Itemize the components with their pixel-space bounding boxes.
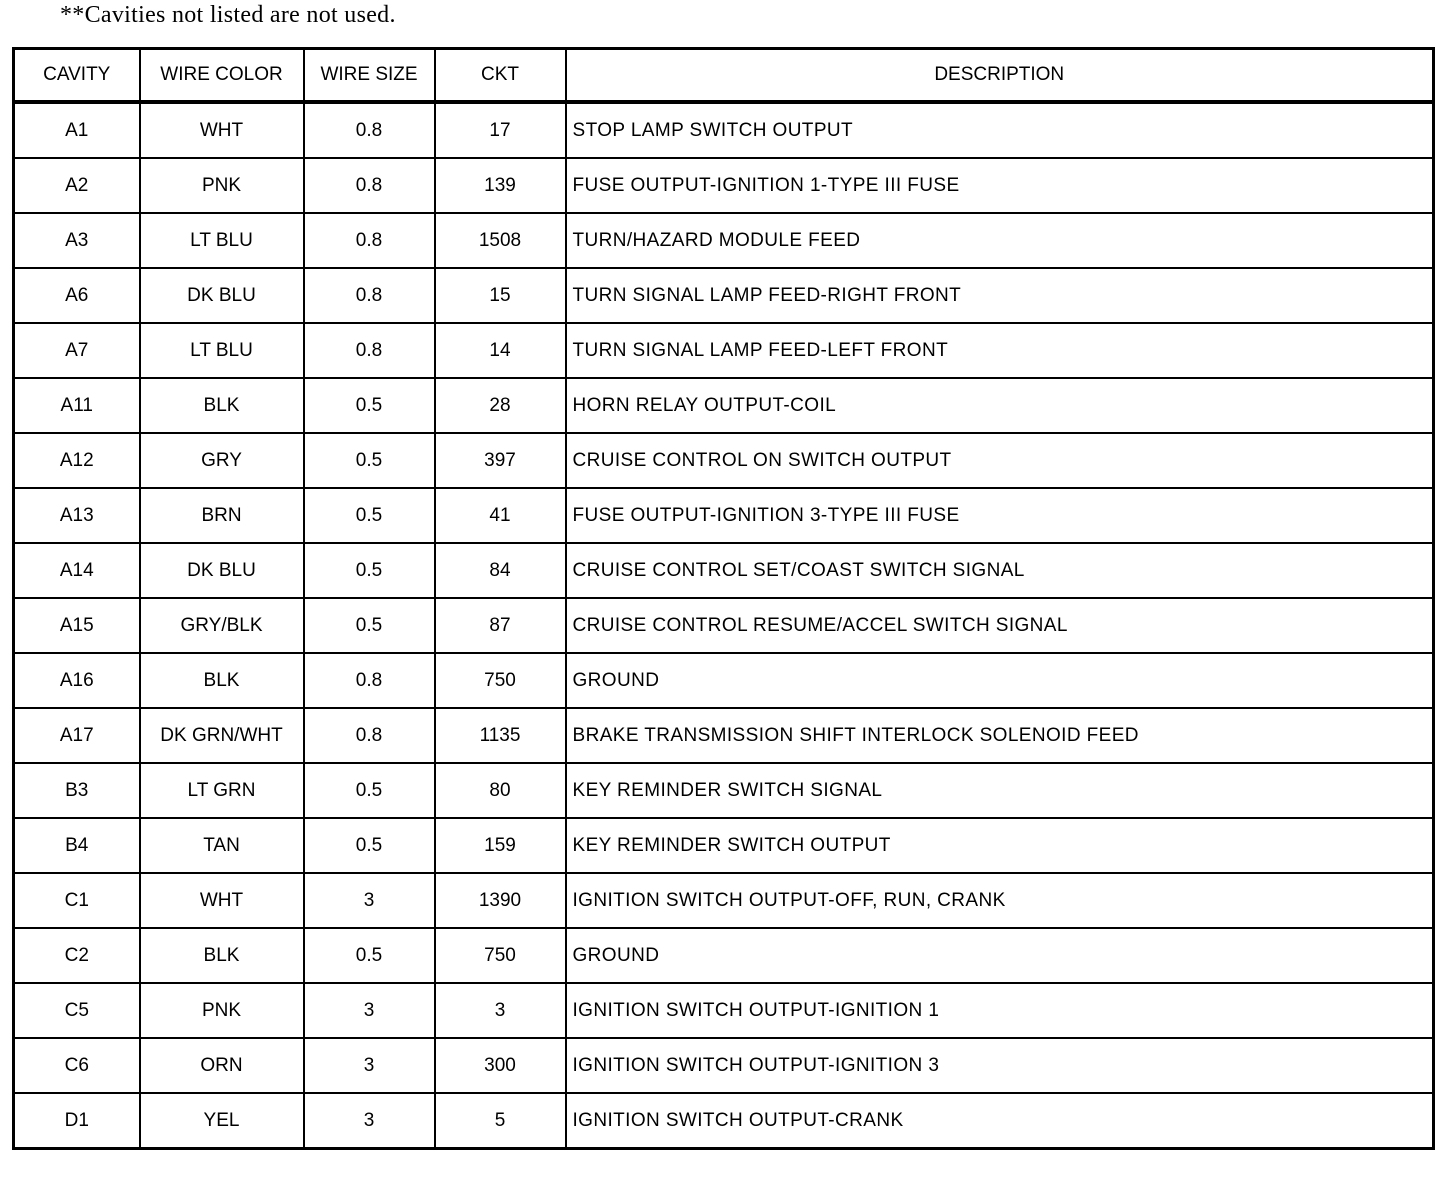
cell-cavity: A14	[14, 543, 140, 598]
cell-wire-color: ORN	[140, 1038, 304, 1093]
cell-ckt: 5	[435, 1093, 566, 1149]
cell-ckt: 397	[435, 433, 566, 488]
cell-wire-size: 0.5	[304, 488, 435, 543]
cell-wire-color: WHT	[140, 873, 304, 928]
cell-wire-size: 0.8	[304, 158, 435, 213]
cell-ckt: 750	[435, 928, 566, 983]
cell-wire-color: BLK	[140, 928, 304, 983]
table-body	[14, 102, 1434, 1149]
cell-wire-size: 0.8	[304, 102, 435, 158]
cell-description: HORN RELAY OUTPUT-COIL	[566, 378, 1434, 433]
cell-wire-color: GRY/BLK	[140, 598, 304, 653]
cell-cavity: D1	[14, 1093, 140, 1149]
cell-cavity: A2	[14, 158, 140, 213]
table-header-row	[14, 49, 1434, 103]
table-row	[14, 763, 1434, 818]
header-wire-color: WIRE COLOR	[140, 49, 304, 103]
cell-cavity: A15	[14, 598, 140, 653]
table-row	[14, 433, 1434, 488]
cell-ckt: 80	[435, 763, 566, 818]
cell-description: TURN SIGNAL LAMP FEED-LEFT FRONT	[566, 323, 1434, 378]
cell-wire-color: GRY	[140, 433, 304, 488]
cell-wire-color: YEL	[140, 1093, 304, 1149]
cell-cavity: A7	[14, 323, 140, 378]
cell-cavity: A6	[14, 268, 140, 323]
cell-wire-size: 0.8	[304, 213, 435, 268]
cell-wire-size: 0.8	[304, 708, 435, 763]
cell-wire-color: LT GRN	[140, 763, 304, 818]
table-row	[14, 323, 1434, 378]
cell-ckt: 41	[435, 488, 566, 543]
table-row	[14, 928, 1434, 983]
table-row	[14, 873, 1434, 928]
table-row	[14, 1093, 1434, 1149]
cell-description: GROUND	[566, 928, 1434, 983]
cell-description: IGNITION SWITCH OUTPUT-IGNITION 3	[566, 1038, 1434, 1093]
table-row	[14, 598, 1434, 653]
cell-description: BRAKE TRANSMISSION SHIFT INTERLOCK SOLENOID FEED	[566, 708, 1434, 763]
cell-description: TURN/HAZARD MODULE FEED	[566, 213, 1434, 268]
cell-wire-size: 3	[304, 1038, 435, 1093]
cell-description: CRUISE CONTROL SET/COAST SWITCH SIGNAL	[566, 543, 1434, 598]
cell-cavity: C2	[14, 928, 140, 983]
cell-ckt: 15	[435, 268, 566, 323]
cell-wire-size: 0.8	[304, 653, 435, 708]
cell-cavity: A1	[14, 102, 140, 158]
header-wire-size: WIRE SIZE	[304, 49, 435, 103]
cell-ckt: 300	[435, 1038, 566, 1093]
cell-cavity: A17	[14, 708, 140, 763]
table-row	[14, 653, 1434, 708]
table-row	[14, 983, 1434, 1038]
connector-pinout-table	[12, 47, 1435, 1150]
cell-ckt: 1135	[435, 708, 566, 763]
cell-cavity: A11	[14, 378, 140, 433]
cell-ckt: 3	[435, 983, 566, 1038]
table-row	[14, 158, 1434, 213]
cell-cavity: C5	[14, 983, 140, 1038]
cell-wire-size: 3	[304, 1093, 435, 1149]
cell-cavity: A12	[14, 433, 140, 488]
table-row	[14, 543, 1434, 598]
cell-wire-color: BLK	[140, 378, 304, 433]
cell-description: KEY REMINDER SWITCH OUTPUT	[566, 818, 1434, 873]
cell-wire-size: 0.5	[304, 763, 435, 818]
cell-description: IGNITION SWITCH OUTPUT-IGNITION 1	[566, 983, 1434, 1038]
table-row	[14, 1038, 1434, 1093]
cell-description: CRUISE CONTROL RESUME/ACCEL SWITCH SIGNAL	[566, 598, 1434, 653]
cell-ckt: 159	[435, 818, 566, 873]
cell-description: IGNITION SWITCH OUTPUT-CRANK	[566, 1093, 1434, 1149]
table-row	[14, 102, 1434, 158]
cell-wire-color: DK GRN/WHT	[140, 708, 304, 763]
table-row	[14, 708, 1434, 763]
cell-ckt: 28	[435, 378, 566, 433]
cell-cavity: A13	[14, 488, 140, 543]
cell-wire-color: DK BLU	[140, 268, 304, 323]
cell-description: FUSE OUTPUT-IGNITION 3-TYPE III FUSE	[566, 488, 1434, 543]
cell-ckt: 17	[435, 102, 566, 158]
cell-wire-color: LT BLU	[140, 323, 304, 378]
cell-wire-size: 0.8	[304, 268, 435, 323]
cell-wire-size: 0.5	[304, 433, 435, 488]
cell-description: KEY REMINDER SWITCH SIGNAL	[566, 763, 1434, 818]
cell-cavity: A3	[14, 213, 140, 268]
table-row	[14, 488, 1434, 543]
cell-wire-color: LT BLU	[140, 213, 304, 268]
header-ckt: CKT	[435, 49, 566, 103]
cell-wire-color: WHT	[140, 102, 304, 158]
cell-wire-size: 0.5	[304, 818, 435, 873]
cell-wire-size: 3	[304, 873, 435, 928]
cell-wire-color: TAN	[140, 818, 304, 873]
cell-ckt: 14	[435, 323, 566, 378]
header-description: DESCRIPTION	[566, 49, 1434, 103]
cell-cavity: A16	[14, 653, 140, 708]
cell-description: IGNITION SWITCH OUTPUT-OFF, RUN, CRANK	[566, 873, 1434, 928]
cell-wire-size: 0.5	[304, 598, 435, 653]
cell-cavity: C1	[14, 873, 140, 928]
header-cavity: CAVITY	[14, 49, 140, 103]
table-row	[14, 378, 1434, 433]
cell-cavity: B4	[14, 818, 140, 873]
cell-ckt: 1390	[435, 873, 566, 928]
cell-wire-size: 0.5	[304, 928, 435, 983]
table-row	[14, 213, 1434, 268]
cell-ckt: 1508	[435, 213, 566, 268]
cell-wire-color: PNK	[140, 158, 304, 213]
cell-cavity: B3	[14, 763, 140, 818]
cell-wire-size: 0.5	[304, 543, 435, 598]
table-row	[14, 818, 1434, 873]
cell-description: GROUND	[566, 653, 1434, 708]
cell-description: STOP LAMP SWITCH OUTPUT	[566, 102, 1434, 158]
cell-wire-color: BLK	[140, 653, 304, 708]
cell-ckt: 139	[435, 158, 566, 213]
cell-description: TURN SIGNAL LAMP FEED-RIGHT FRONT	[566, 268, 1434, 323]
cell-description: CRUISE CONTROL ON SWITCH OUTPUT	[566, 433, 1434, 488]
table-row	[14, 268, 1434, 323]
cell-wire-color: PNK	[140, 983, 304, 1038]
cell-wire-size: 0.5	[304, 378, 435, 433]
cell-ckt: 84	[435, 543, 566, 598]
cell-wire-color: BRN	[140, 488, 304, 543]
cell-wire-size: 3	[304, 983, 435, 1038]
cell-wire-size: 0.8	[304, 323, 435, 378]
footnote-text: **Cavities not listed are not used.	[60, 2, 396, 28]
cell-ckt: 750	[435, 653, 566, 708]
cell-ckt: 87	[435, 598, 566, 653]
cell-wire-color: DK BLU	[140, 543, 304, 598]
cell-description: FUSE OUTPUT-IGNITION 1-TYPE III FUSE	[566, 158, 1434, 213]
cell-cavity: C6	[14, 1038, 140, 1093]
